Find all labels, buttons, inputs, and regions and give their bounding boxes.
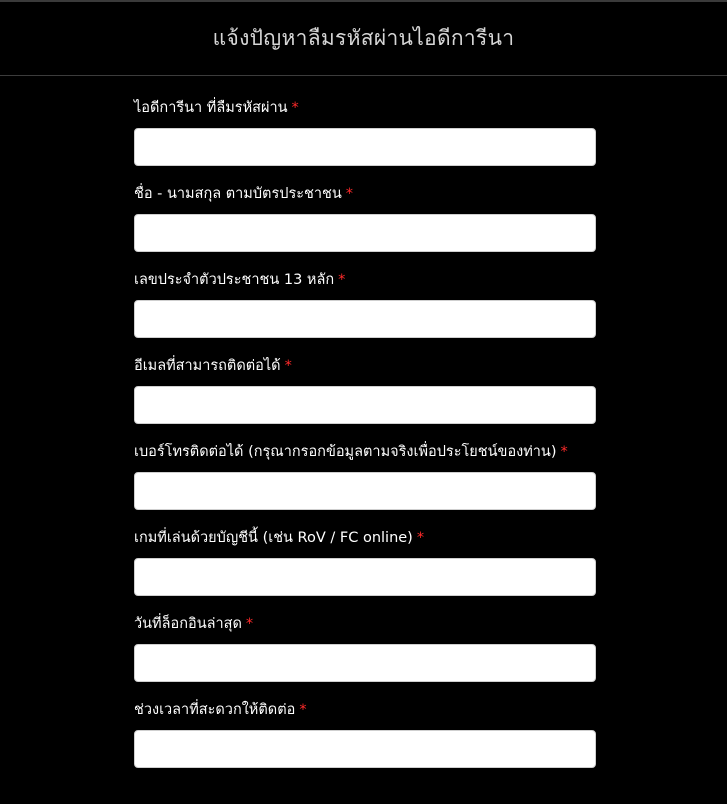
field-label: เบอร์โทรติดต่อได้ (กรุณากรอกข้อมูลตามจริงเพื่อประโยชน์ของท่าน) * bbox=[134, 444, 568, 460]
contact-time-input[interactable] bbox=[134, 730, 596, 768]
full-name-input[interactable] bbox=[134, 214, 596, 252]
games-played-input[interactable] bbox=[134, 558, 596, 596]
last-login-input[interactable] bbox=[134, 644, 596, 682]
required-mark: * bbox=[284, 358, 292, 374]
required-mark: * bbox=[338, 272, 346, 288]
field-phone bbox=[134, 442, 596, 528]
field-label: ช่วงเวลาที่สะดวกให้ติดต่อ * bbox=[134, 702, 307, 718]
required-mark: * bbox=[560, 444, 568, 460]
field-label: ชื่อ - นามสกุล ตามบัตรประชาชน * bbox=[134, 186, 354, 202]
forgot-password-form bbox=[0, 76, 596, 786]
page-title: แจ้งปัญหาลืมรหัสผ่านไอดีการีนา bbox=[212, 26, 515, 50]
required-mark: * bbox=[245, 616, 254, 632]
field-contact-time bbox=[134, 700, 596, 786]
page-header bbox=[0, 2, 727, 76]
field-label: วันที่ล็อกอินล่าสุด * bbox=[134, 616, 254, 632]
email-input[interactable] bbox=[134, 386, 596, 424]
field-national-id bbox=[134, 270, 596, 356]
required-mark: * bbox=[345, 186, 354, 202]
field-label: เลขประจำตัวประชาชน 13 หลัก * bbox=[134, 272, 346, 288]
field-garena-id bbox=[134, 98, 596, 184]
field-label: เกมที่เล่นด้วยบัญชีนี้ (เช่น RoV / FC online) * bbox=[134, 530, 425, 546]
garena-id-input[interactable] bbox=[134, 128, 596, 166]
field-label: ไอดีการีนา ที่ลืมรหัสผ่าน * bbox=[134, 100, 299, 116]
required-mark: * bbox=[299, 702, 307, 718]
phone-input[interactable] bbox=[134, 472, 596, 510]
field-email bbox=[134, 356, 596, 442]
field-label: อีเมลที่สามารถติดต่อได้ * bbox=[134, 358, 292, 374]
field-last-login bbox=[134, 614, 596, 700]
required-mark: * bbox=[291, 100, 299, 116]
national-id-input[interactable] bbox=[134, 300, 596, 338]
field-full-name bbox=[134, 184, 596, 270]
field-games-played bbox=[134, 528, 596, 614]
required-mark: * bbox=[416, 530, 425, 546]
